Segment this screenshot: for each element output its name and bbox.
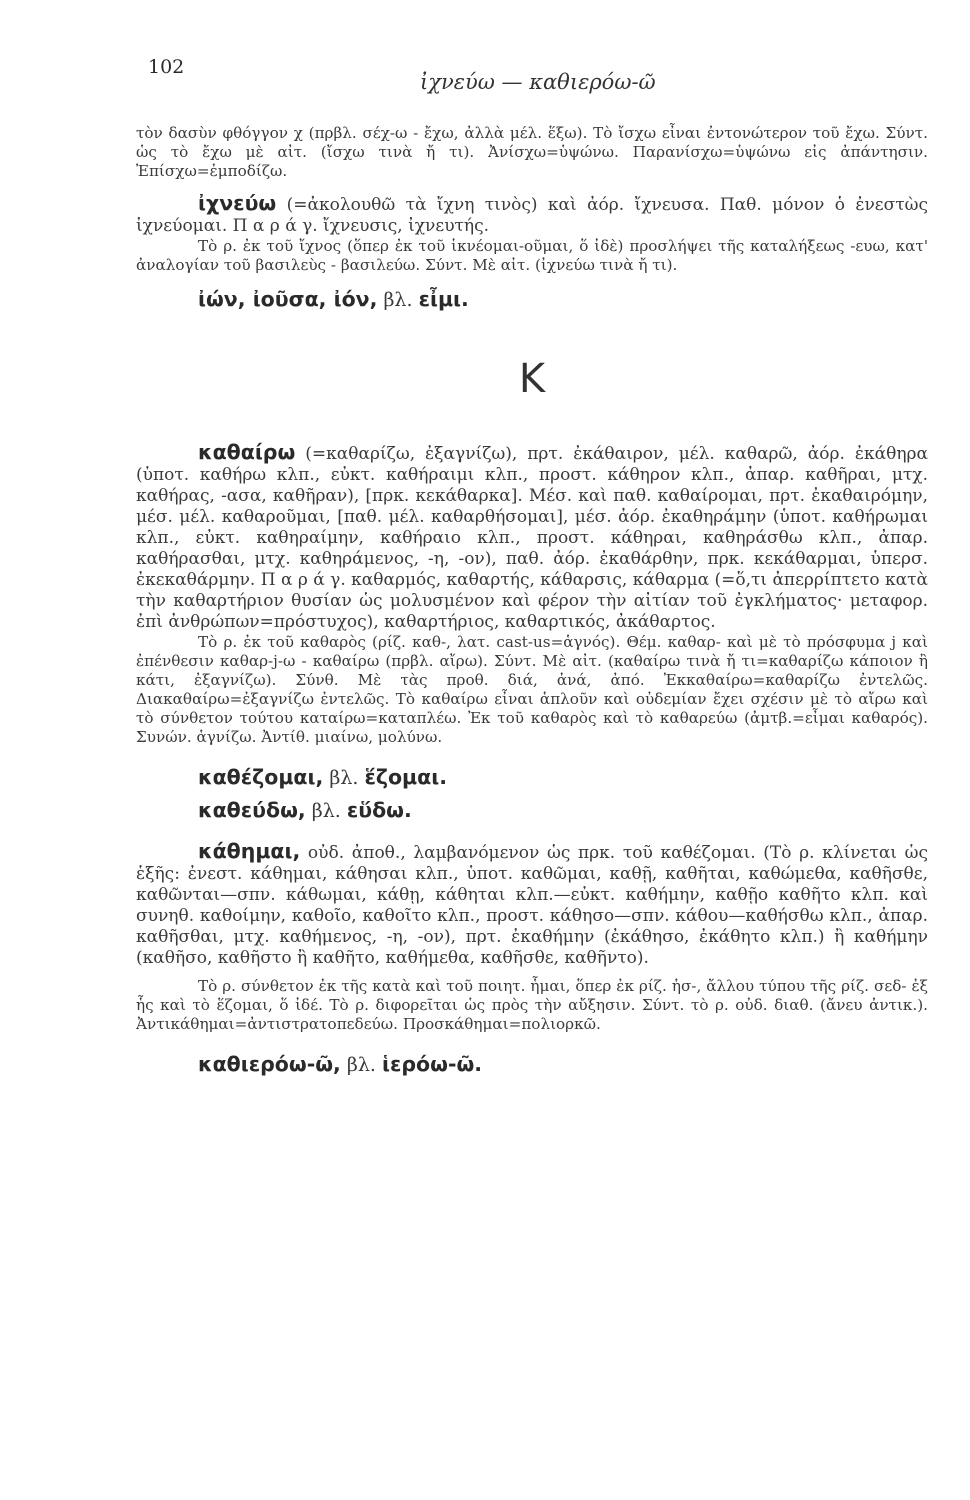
headword: καθέζομαι, [198,765,324,789]
headword: καθιερόω-ῶ, [198,1052,341,1076]
headword: κάθημαι, [198,839,301,863]
entry-kathezomai [136,765,928,790]
etymology: Τὸ ρ. ἐκ τοῦ καθαρὸς (ρίζ. καθ-, λατ. cast-us=ἁγνός). Θέμ. καθαρ- καὶ μὲ τὸ πρόσφυμα j καὶ ἐπένθεσιν καθαρ-j-ω - καθαίρω (πρβλ. αἴρω). Σύντ. Μὲ αἰτ. (καθαίρω τινὰ ἤ τι=καθαρίζω κάποιον ἢ κάτι, ἐξαγνίζω). Σύνθ. Μὲ τὰς προθ. διά, ἀνά, ἀπό. Ἐκκαθαίρω=καθαρίζω ἐντελῶς. Διακαθαίρω=ἐξαγνίζω ἐντελῶς. Τὸ καθαίρω εἶναι ἁπλοῦν καὶ οὐδεμίαν ἔχει σχέσιν μὲ τὸ αἴρω καὶ τὸ σύνθετον τούτου καταίρω=καταπλέω. Ἐκ τοῦ καθαρὸς καὶ τὸ καθαρεύω (ἀμτβ.=εἶμαι καθαρός). Συνών. ἁγνίζω. Ἀντίθ. μιαίνω, μολύνω. [136,633,928,746]
definition: οὐδ. ἀποθ., λαμβανόμενον ὡς πρκ. τοῦ καθέζομαι. (Τὸ ρ. κλίνεται ὡς ἑξῆς: ἐνεστ. κάθημαι, κάθησαι κλπ., ὑποτ. καθῶμαι, καθῇ, καθῆται, καθώμεθα, καθῆσθε, καθῶνται—σπν. κάθωμαι, κάθῃ, κάθηται κλπ.—εὐκτ. καθήμην, καθῇο καθῆτο κλπ. καὶ συνηθ. καθοίμην, καθοῖο, καθοῖτο κλπ., προστ. κάθησο—σπν. κάθου—καθήσθω κλπ., ἀπαρ. καθῆσθαι, μτχ. καθήμενος, -η, -ον), πρτ. ἐκαθήμην (ἐκάθησο, ἐκάθητο κλπ.) ἢ καθήμην (καθῆσο, καθῆστο ἢ καθῆτο, καθήμεθα, καθῆσθε, καθῆντο). [136,843,928,968]
etymology: Τὸ ρ. σύνθετον ἐκ τῆς κατὰ καὶ τοῦ ποιητ. ἧμαι, ὅπερ ἐκ ρίζ. ἡσ-, ἄλλου τύπου τῆς ρίζ. σεδ- ἐξ ἧς καὶ τὸ ἕζομαι, ὅ ἰδέ. Τὸ ρ. διφορεῖται ὡς πρὸς τὴν αὔξησιν. Σύντ. τὸ ρ. οὐδ. διαθ. (ἄνευ ἀντικ.). Ἀντικάθημαι=ἀντιστρατοπεδεύω. Προσκάθημαι=πολιορκῶ. [136,977,928,1033]
headword: καθαίρω [198,440,296,464]
cross-ref-target: ἱερόω-ῶ. [381,1052,483,1076]
cross-ref-label: βλ. [305,800,347,822]
entry-kathemai [136,841,928,969]
cross-ref-target: εἶμι. [418,287,469,311]
entry-ion [136,287,928,312]
entry-katheudo [136,798,928,823]
continued-text: τὸν δασὺν φθόγγον χ (πρβλ. σέχ-ω - ἔχω, ἀλλὰ μέλ. ἕξω). Τὸ ἴσχω εἶναι ἐντονώτερον τοῦ ἔχω. Σύντ. ὡς τὸ ἔχω μὲ αἰτ. (ἴσχω τινὰ ἤ τι). Ἀνίσχω=ὑψώνω. Παρανίσχω=ὑψώνω εἰς ἀπάντησιν. Ἐπίσχω=ἐμποδίζω. [136,124,928,180]
entry-kathairo [136,442,928,633]
entries-column [136,124,928,1077]
page-number: 102 [148,56,185,78]
entry-kathieroo [136,1052,928,1077]
etymology: Τὸ ρ. ἐκ τοῦ ἴχνος (ὅπερ ἐκ τοῦ ἱκνέομαι-οῦμαι, ὅ ἰδὲ) προσλήψει τῆς καταλήξεως -ευω, κατ' ἀναλογίαν τοῦ βασιλεὺς - βασιλεύω. Σύντ. Μὲ αἰτ. (ἰχνεύω τινὰ ἤ τι). [136,237,928,274]
entry-ichneuo [136,193,928,237]
cross-ref-target: ἕζομαι. [364,765,448,789]
definition: (=καθαρίζω, ἐξαγνίζω), πρτ. ἐκάθαιρον, μέλ. καθαρῶ, ἀόρ. ἐκάθηρα (ὑποτ. καθήρω κλπ., εὐκτ. καθήραιμι κλπ., προστ. κάθηρον κλπ., ἀπαρ. καθῆραι, μτχ. καθήρας, -ασα, καθῆραν), [πρκ. κεκάθαρκα]. Μέσ. καὶ παθ. καθαίρομαι, πρτ. ἐκαθαιρόμην, μέσ. μέλ. καθαροῦμαι, [παθ. μέλ. καθαρθήσομαι], μέσ. ἀόρ. ἐκαθηράμην (ὑποτ. καθήρωμαι κλπ., εὐκτ. καθηραίμην, καθήραιο κλπ., προστ. κάθηραι, καθηράσθω κλπ., ἀπαρ. καθήρασθαι, μτχ. καθηράμενος, -η, -ον), παθ. ἀόρ. ἐκαθάρθην, πρκ. κεκάθαρμαι, ὑπερσ. ἐκεκαθάρμην. Π α ρ ά γ. καθαρμός, καθαρτής, κάθαρσις, κάθαρμα (=ὅ,τι ἀπερρίπτετο κατὰ τὴν καθαρτήριον θυσίαν ὡς μολυσμένον καὶ φέρον τὴν αἰτίαν τοῦ ἐγκλήματος· μεταφορ. ἐπὶ ἀνθρώπων=πρόστυχος), καθαρτήριος, καθαρτικός, ἀκάθαρτος. [136,444,928,632]
definition: (=ἀκολουθῶ τὰ ἴχνη τινὸς) καὶ ἀόρ. ἴχνευσα. Παθ. μόνον ὁ ἐνεστὼς ἰχνεύομαι. Π α ρ ά γ. ἴχνευσις, ἰχνευτής. [136,195,928,236]
running-title: ἰχνεύω — καθιερόω-ῶ [420,70,656,94]
cross-ref-target: εὕδω. [346,798,412,822]
cross-ref-label: βλ. [377,289,419,311]
headword: καθεύδω, [198,798,306,822]
cross-ref-label: βλ. [323,767,365,789]
cross-ref-label: βλ. [340,1054,382,1076]
section-letter: Κ [518,356,546,402]
headword: ἰών, ἰοῦσα, ἰόν, [198,287,378,311]
headword: ἰχνεύω [198,191,277,215]
